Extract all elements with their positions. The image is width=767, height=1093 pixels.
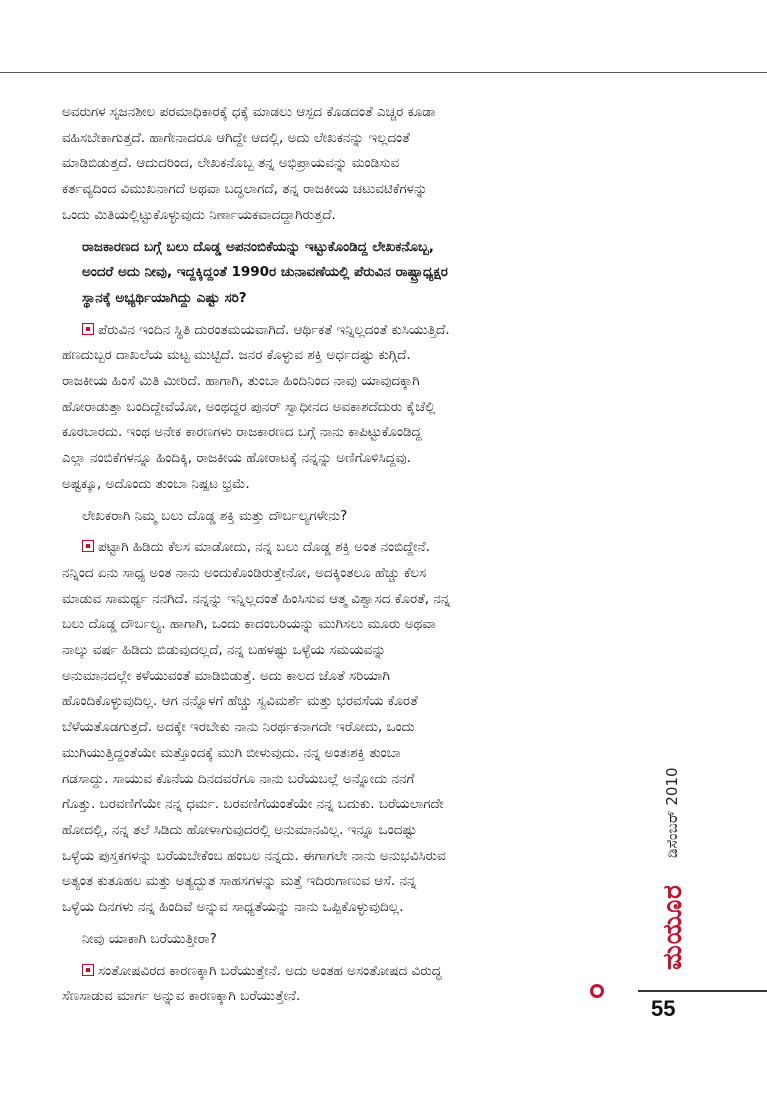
text-line: ರಾಜಕೀಯ ಹಿಂಸೆ ಮಿತಿ ಮೀರಿದೆ. ಹಾಗಾಗಿ, ತುಂಬಾ ಹಿಂದಿನಿಂದ ನಾವು ಯಾವುದಕ್ಕಾಗಿ xyxy=(62,373,420,390)
answer-marker-icon xyxy=(82,323,94,335)
text-line: ಕರ್ತವ್ಯದಿಂದ ವಿಮುಖನಾಗದೆ ಅಥವಾ ಬದ್ಧಲಾಗದೆ, ತನ್ನ ರಾಜಕೀಯ ಚಟುವಟಿಕೆಗಳನ್ನು xyxy=(62,181,428,198)
question-1 xyxy=(62,235,622,312)
text-line: ಸೆಣಸಾಡುವ ಮಾರ್ಗ ಅನ್ನುವ ಕಾರಣಕ್ಕಾಗಿ ಬರೆಯುತ್ತೇನೆ. xyxy=(62,988,301,1005)
answer-marker-icon xyxy=(82,964,94,976)
text-line: ಹಣದುಬ್ಬರ ದಾಖಲೆಯ ಮಟ್ಟ ಮುಟ್ಟಿದೆ. ಜನರ ಕೊಳ್ಳುವ ಶಕ್ತಿ ಅರ್ಧದಷ್ಟು ಕುಗ್ಗಿದೆ. xyxy=(62,347,411,364)
text-line: ಒಳ್ಳೆಯ ಪುಸ್ತಕಗಳನ್ನು ಬರೆಯಬೇಕೆಂಬ ಹಂಬಲ ನನ್ನದು. ಈಗಾಗಲೇ ನಾನು ಅನುಭವಿಸಿರುವ xyxy=(62,847,446,864)
text-line: ಬಲು ದೊಡ್ಡ ದೌರ್ಬಲ್ಯ. ಹಾಗಾಗಿ, ಒಂದು ಕಾದಂಬರಿಯನ್ನು ಮುಗಿಸಲು ಮೂರು ಅಥವಾ xyxy=(62,616,436,633)
text-line: ನಾಲ್ಕು ವರ್ಷ ಹಿಡಿದು ಬಿಡುವುದಲ್ಲದೆ, ನನ್ನ ಬಹಳಷ್ಟು ಒಳ್ಳೆಯ ಸಮಯವನ್ನು xyxy=(62,642,386,659)
text-line: ನನ್ನಿಂದ ಏನು ಸಾಧ್ಯ ಅಂತ ನಾನು ಅಂದುಕೊಂಡಿರುತ್ತೇನೋ, ಅದಕ್ಕಿಂತಲೂ ಹೆಚ್ಚು ಕೆಲಸ xyxy=(62,564,427,581)
text-line: ಸಂತೋಷವಿರದ ಕಾರಣಕ್ಕಾಗಿ ಬರೆಯುತ್ತೇನೆ. ಅದು ಅಂತಹ ಅಸಂತೋಷದ ವಿರುದ್ಧ xyxy=(98,962,442,979)
magazine-logo: ಮಯೂರ xyxy=(658,884,688,970)
intro-paragraph xyxy=(62,100,622,229)
text-line: ಪಟ್ಟಾಗಿ ಹಿಡಿದು ಕೆಲಸ ಮಾಡೋದು, ನನ್ನ ಬಲು ದೊಡ್ಡ ಶಕ್ತಿ ಅಂತ ನಂಬಿದ್ದೇನೆ. xyxy=(98,539,430,556)
text-line: ಒಂದು ಮಿತಿಯಲ್ಲಿಟ್ಟುಕೊಳ್ಳುವುದು ನಿರ್ಣಾಯಕವಾದದ್ದಾಗಿರುತ್ತದೆ. xyxy=(62,206,336,223)
text-line: ಹೋರಾಡುತ್ತಾ ಬಂದಿದ್ದೇವೆಯೋ, ಅಂಥದ್ದರ ಪುನರ್ ಸ್ವಾಧೀನದ ಅವಕಾಶದೆದುರು ಕೈಚೆಲ್ಲಿ xyxy=(62,398,436,415)
question-line: ರಾಜಕಾರಣದ ಬಗ್ಗೆ ಬಲು ದೊಡ್ಡ ಅಪನಂಬಿಕೆಯನ್ನು ಇಟ್ಟುಕೊಂಡಿದ್ದ ಲೇಖಕನೊಬ್ಬ, xyxy=(82,238,434,255)
text-line: ಅಷ್ಟಕ್ಕೂ, ಅದೊಂದು ತುಂಬಾ ನಿಷ್ಪಟ ಭ್ರಮೆ. xyxy=(62,475,250,492)
answer-3 xyxy=(62,959,622,1010)
answer-2 xyxy=(62,535,622,921)
top-rule xyxy=(0,72,767,73)
text-line: ಮಾಡಿಬಿಡುತ್ತದೆ. ಆದುದರಿಂದ, ಲೇಖಕನೊಬ್ಬ ತನ್ನ ಅಭಿಪ್ರಾಯವನ್ನು ಮಂಡಿಸುವ xyxy=(62,155,400,172)
text-line: ಕೂರಬಾರದು. ಇಂಥ ಅನೇಕ ಕಾರಣಗಳು ರಾಜಕಾರಣದ ಬಗ್ಗೆ ನಾನು ಕಾಪಿಟ್ಟುಕೊಂಡಿದ್ದ xyxy=(62,424,422,441)
text-line: ಮುಗಿಯುತ್ತಿದ್ದಂತೆಯೇ ಮತ್ತೊಂದಕ್ಕೆ ಮುಗಿ ಬೀಳುವುದು. ನನ್ನ ಅಂತಃಶಕ್ತಿ ತುಂಬಾ xyxy=(62,744,401,761)
question-line: ಅಂದರೆ ಅದು ನೀವು, ಇದ್ದಕ್ಕಿದ್ದಂತೆ 1990ರ ಚುನಾವಣೆಯಲ್ಲಿ ಪೆರುವಿನ ರಾಷ್ಟ್ರಾಧ್ಯಕ್ಷರ xyxy=(82,264,448,281)
question-3 xyxy=(62,927,622,953)
page-number: 55 xyxy=(651,996,676,1021)
text-line: ಹೋದಲ್ಲಿ, ನನ್ನ ತಲೆ ಸಿಡಿದು ಹೋಳಾಗುವುದರಲ್ಲಿ ಅನುಮಾನವಿಲ್ಲ. ಇನ್ನೂ ಒಂದಷ್ಟು xyxy=(62,821,417,838)
text-line: ಎಲ್ಲಾ ನಂಬಿಕೆಗಳನ್ನೂ ಹಿಂದಿಕ್ಕಿ, ರಾಜಕೀಯ ಹೋರಾಟಕ್ಕೆ ನನ್ನನ್ನು ಅಣಿಗೊಳಿಸಿದ್ದವು. xyxy=(62,450,411,467)
question-line: ಲೇಖಕರಾಗಿ ನಿಮ್ಮ ಬಲು ದೊಡ್ಡ ಶಕ್ತಿ ಮತ್ತು ದೌರ್ಬಲ್ಯಗಳೇನು? xyxy=(82,507,348,524)
text-line: ಗೊತ್ತು. ಬರವಣಿಗೆಯೇ ನನ್ನ ಧರ್ಮ. ಬರವಣಿಗೆಯಂತೆಯೇ ನನ್ನ ಬದುಕು. ಬರೆಯಲಾಗದೇ xyxy=(62,796,444,813)
text-line: ಹೊಂದಿಕೊಳ್ಳುವುದಿಲ್ಲ. ಆಗ ನನ್ನೊಳಗೆ ಹೆಚ್ಚು ಸ್ವವಿಮರ್ಶೆ ಮತ್ತು ಭರವಸೆಯ ಕೊರತೆ xyxy=(62,693,418,710)
text-line: ಪೆರುವಿನ ಇಂದಿನ ಸ್ಥಿತಿ ದುರಂತಮಯವಾಗಿದೆ. ಆರ್ಥಿಕತೆ ಇನ್ನಿಲ್ಲದಂತೆ ಕುಸಿಯುತ್ತಿದೆ. xyxy=(98,321,450,338)
text-line: ಅವರುಗಳ ಸೃಜನಶೀಲ ಪರಮಾಧಿಕಾರಕ್ಕೆ ಧಕ್ಕೆ ಮಾಡಲು ಆಸ್ಪದ ಕೊಡದಂತೆ ಎಚ್ಚರ ಕೂಡಾ xyxy=(62,104,436,120)
text-line: ವಹಿಸಬೇಕಾಗುತ್ತದೆ. ಹಾಗೇನಾದರೂ ಆಗಿದ್ದೇ ಆದಲ್ಲಿ, ಅದು ಲೇಖಕನನ್ನು ಇಲ್ಲದಂತೆ xyxy=(62,129,410,146)
text-line: ಮಾಡುವ ಸಾಮರ್ಥ್ಯ ನನಗಿದೆ. ನನ್ನನ್ನು ಇನ್ನಿಲ್ಲದಂತೆ ಹಿಂಸಿಸುವ ಆತ್ಮ ವಿಶ್ವಾಸದ ಕೊರತೆ, ನನ್ನ xyxy=(62,590,451,607)
text-line: ಅನುಮಾನದಲ್ಲೇ ಕಳೆಯುವಂತೆ ಮಾಡಿಬಿಡುತ್ತೆ. ಅದು ಕಾಲದ ಜೊತೆ ಸರಿಯಾಗಿ xyxy=(62,667,390,684)
text-line: ಒಳ್ಳೆಯ ದಿನಗಳು ನನ್ನ ಹಿಂದಿವೆ ಅನ್ನುವ ಸಾಧ್ಯತೆಯನ್ನು ನಾನು ಒಪ್ಪಿಕೊಳ್ಳುವುದಿಲ್ಲ. xyxy=(62,899,404,916)
answer-1 xyxy=(62,318,622,498)
question-line: ನೀವು ಯಾಕಾಗಿ ಬರೆಯುತ್ತೀರಾ? xyxy=(82,930,217,947)
answer-marker-icon xyxy=(82,540,94,552)
text-line: ಗಡಸಾದ್ದು. ಸಾಯುವ ಕೊನೆಯ ದಿನದವರೆಗೂ ನಾನು ಬರೆಯಬಲ್ಲೆ ಅನ್ನೋದು ನನಗೆ xyxy=(62,770,415,787)
issue-date: ಡಿಸೆಂಬರ್ 2010 xyxy=(663,767,681,858)
question-line: ಸ್ಥಾನಕ್ಕೆ ಅಭ್ಯರ್ಥಿಯಾಗಿದ್ದು ಎಷ್ಟು ಸರಿ? xyxy=(82,289,247,306)
end-mark-icon xyxy=(590,984,604,998)
text-line: ಬೆಳೆಯತೊಡಗುತ್ತದೆ. ಅದಕ್ಕೇ ಇರಬೇಕು ನಾನು ನಿರರ್ಥಕನಾಗದೇ ಇರೋದು, ಒಂದು xyxy=(62,719,415,736)
bottom-rule xyxy=(638,990,767,992)
text-line: ಅತ್ಯಂತ ಕುತೂಹಲ ಮತ್ತು ಅತ್ಯದ್ಭುತ ಸಾಹಸಗಳನ್ನು ಮತ್ತೆ ಇದಿರುಗಾಣುವ ಆಸೆ. ನನ್ನ xyxy=(62,873,417,890)
article-column xyxy=(62,100,622,1010)
question-2 xyxy=(62,504,622,530)
